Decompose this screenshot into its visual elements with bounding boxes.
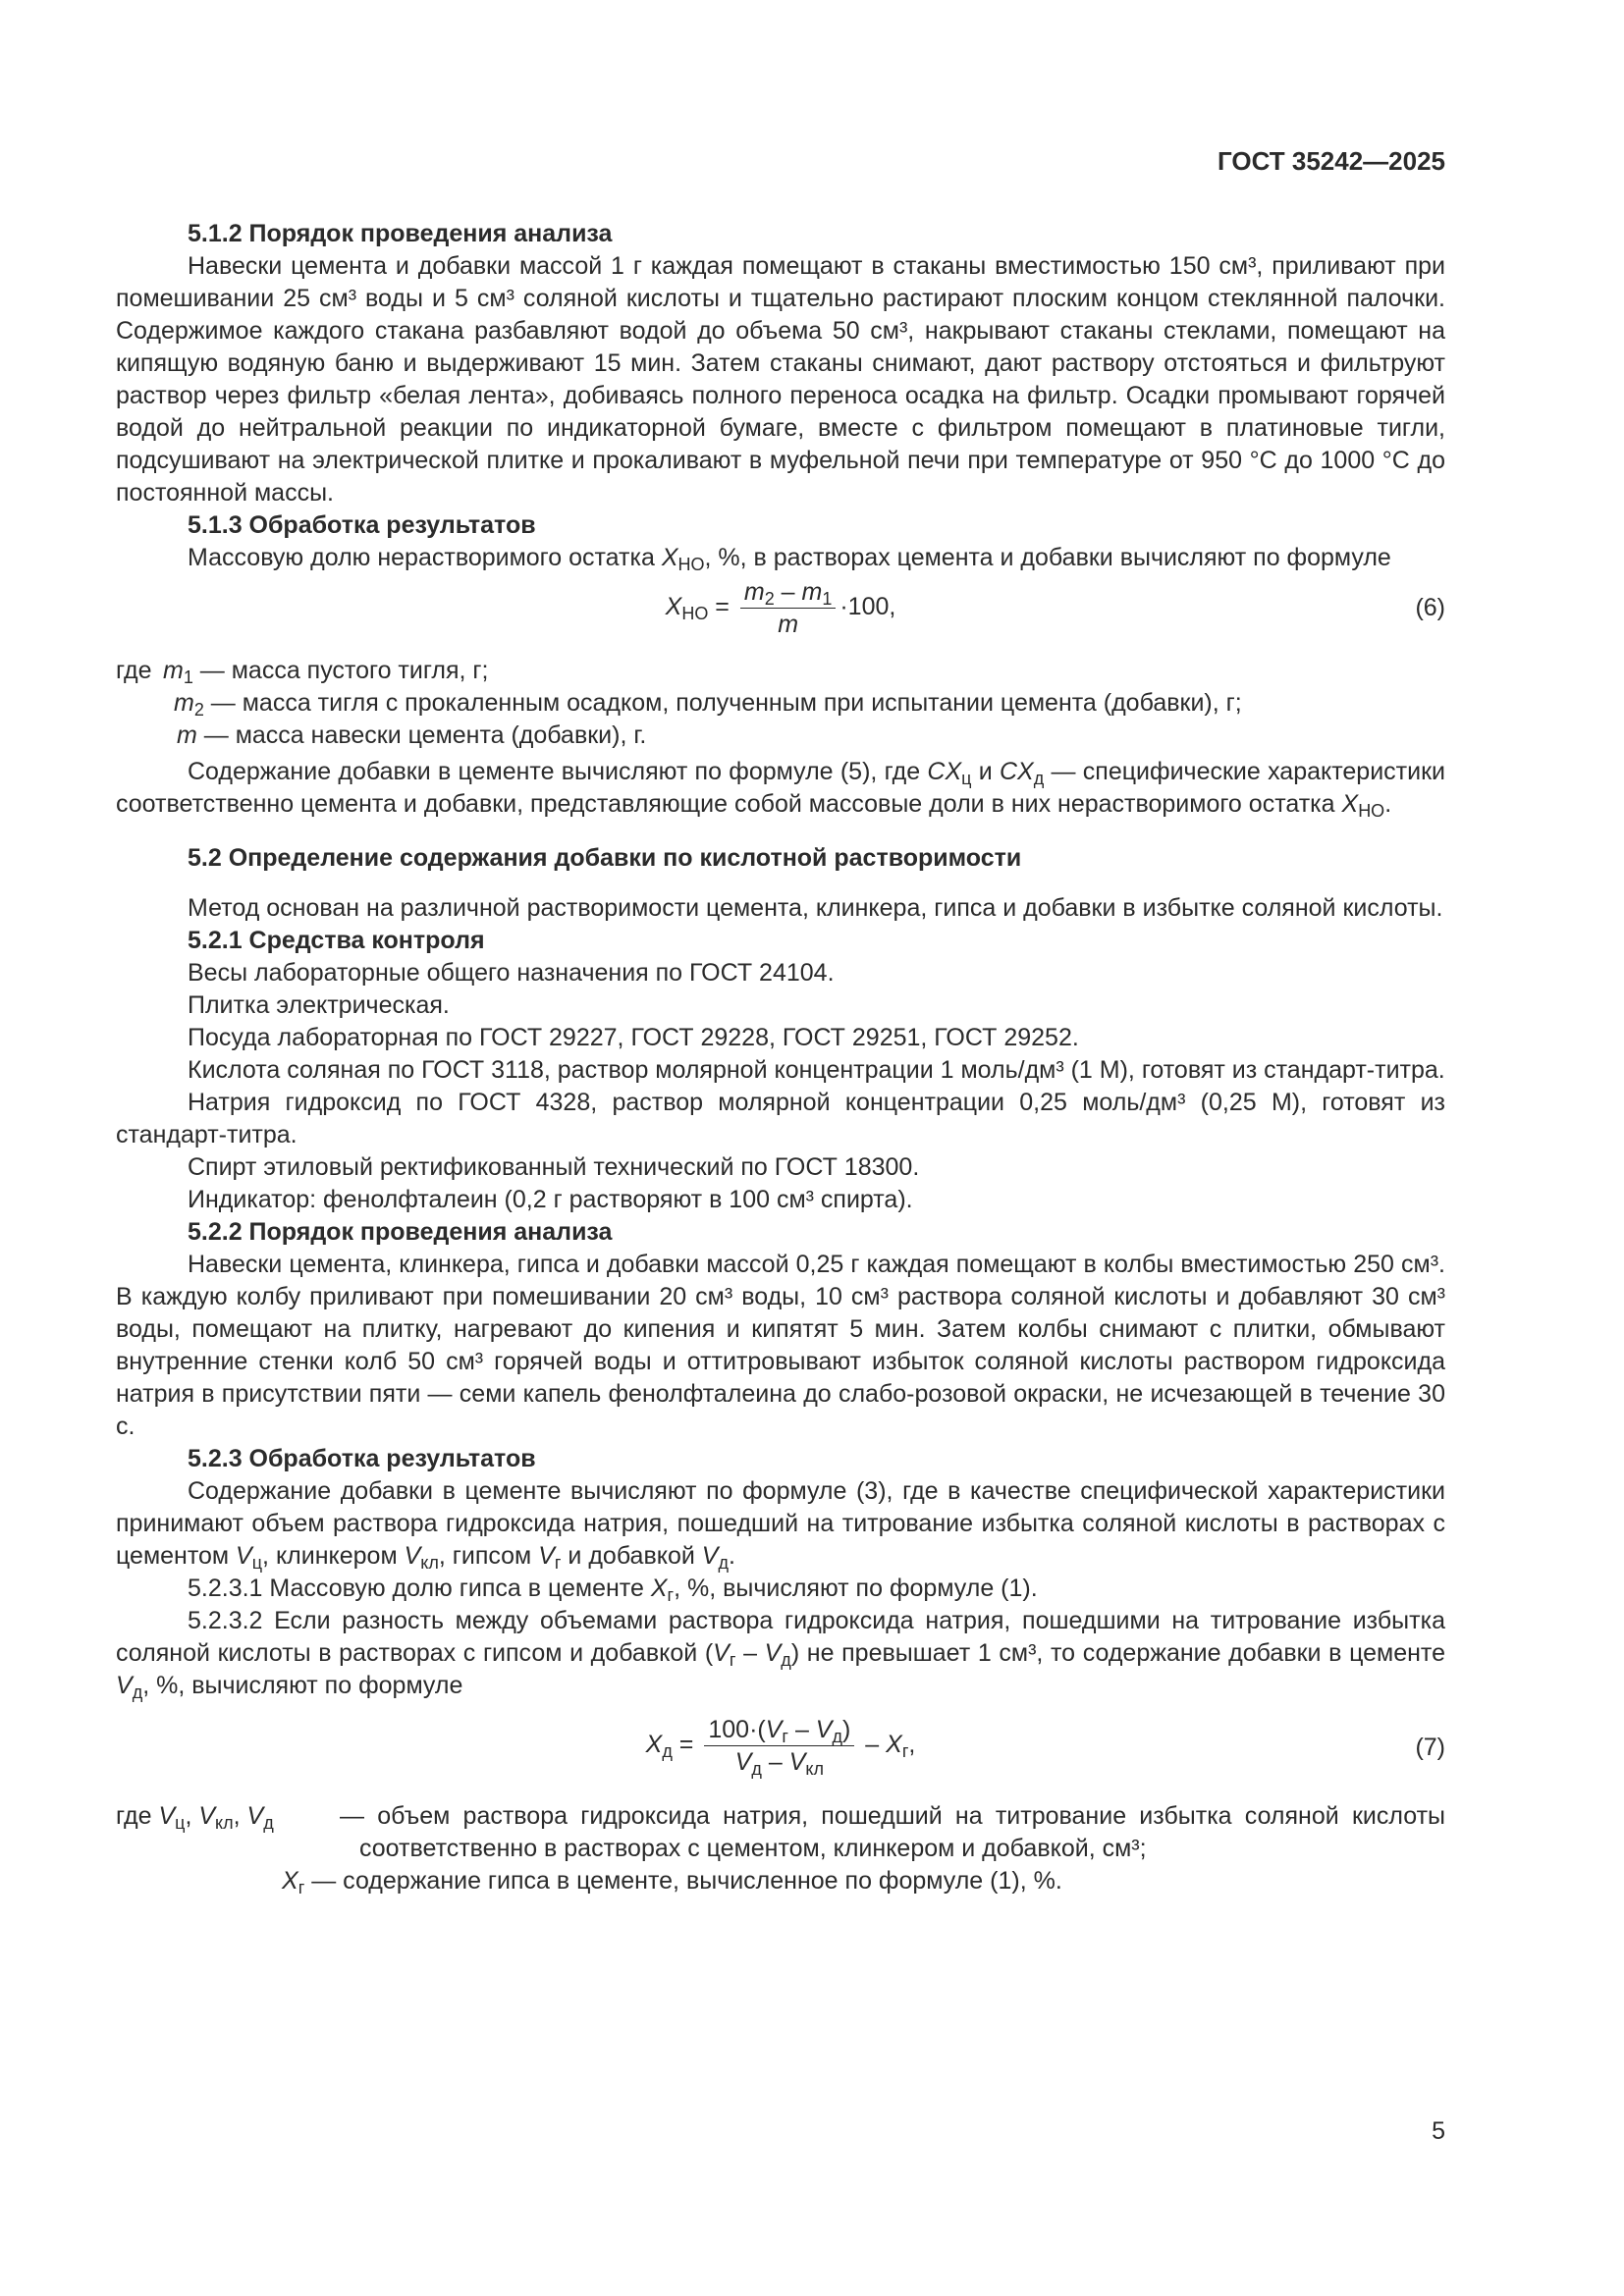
page-number: 5 [1432, 2117, 1445, 2145]
equation-number: (7) [1415, 1734, 1445, 1761]
equation-7 [116, 1714, 1445, 1783]
list-item: Спирт этиловый ректификованный технический по ГОСТ 18300. [188, 1153, 920, 1181]
paragraph: 5.2.3.1 Массовую долю гипса в цементе $X_г$, %, вычисляют по формуле (1). [188, 1575, 1038, 1605]
list-item: Натрия гидроксид по ГОСТ 4328, раствор молярной концентрации 0,25 моль/дм³ (0,25 М), готовят из стандарт-титра. [116, 1089, 1445, 1148]
fraction: $\frac{100\cdot(V_г - V_д)}{V_д - V_{кл}}$ [704, 1714, 854, 1778]
paragraph: Навески цемента, клинкера, гипса и добавки массой 0,25 г каждая помещают в колбы вместимостью 250 см³. В каждую колбу приливают при помешивании 20 см³ воды, 10 см³ раствора соляной кислоты и добавляют 30 см³ воды, помещают на плитку, нагревают до кипения и кипятят 5 мин. Затем колбы снимают с плитки, обмывают внутренние стенки колб 50 см³ горячей воды и оттитровывают избыток соляной кислоты раствором гидроксида натрия в присутствии пяти — семи капель фенолфталеина до слабо-розовой окраски, не исчезающей в течение 30 с. [116, 1251, 1445, 1440]
equation-6 [116, 576, 1445, 641]
paragraph: Навески цемента и добавки массой 1 г каждая помещают в стаканы вместимостью 150 см³, приливают при помешивании 25 см³ воды и 5 см³ соляной кислоты и тщательно растирают плоским концом стеклянной палочки. Содержимое каждого стакана разбавляют водой до объема 50 см³, накрывают стаканы стеклами, помещают на кипящую водяную баню и выдерживают 15 мин. Затем стаканы снимают, дают раствору отстояться и фильтруют раствор через фильтр «белая лента», добиваясь полного переноса осадка на фильтр. Осадки промывают горячей водой до нейтральной реакции по индикаторной бумаге, вместе с фильтром помещают в платиновые тигли, подсушивают на электрической плитке и прокаливают в муфельной печи при температуре от 950 °С до 1000 °С до постоянной массы. [116, 252, 1445, 507]
list-item: Весы лабораторные общего назначения по ГОСТ 24104. [188, 959, 835, 987]
equation-body: $X_{НО}$ = $\frac{m_2 - m_1}{m}$ ·100, [665, 578, 896, 638]
fraction: $\frac{m_2 - m_1}{m}$ [740, 576, 836, 640]
where-block [116, 1800, 1445, 1865]
list-item: Кислота соляная по ГОСТ 3118, раствор молярной концентрации 1 моль/дм³ (1 М), готовят из стандарт-титра. [188, 1056, 1445, 1084]
list-item: Посуда лабораторная по ГОСТ 29227, ГОСТ 29228, ГОСТ 29251, ГОСТ 29252. [188, 1024, 1079, 1051]
paragraph: Массовую долю нерастворимого остатка $X_{НО}$, %, в растворах цемента и добавки вычисляют по формуле [188, 544, 1391, 574]
where-text: — объем раствора гидроксида натрия, пошедший на титрование избытка соляной кислоты соответственно в растворах с цементом, клинкером и добавкой, см³; [340, 1802, 1445, 1862]
where-line: m — масса навески цемента (добавки), г. [177, 721, 647, 749]
where-line: $m_2$ — масса тигля с прокаленным осадком, полученным при испытании цемента (добавки), г; [174, 689, 1242, 720]
paragraph: Содержание добавки в цементе вычисляют по формуле (5), где $CX_ц$ и $CX_д$ — специфические характеристики соответственно цемента и добавки, представляющие собой массовые доли в них нерастворимого остатка $X_{НО}$. [116, 758, 1445, 821]
list-item: Индикатор: фенолфталеин (0,2 г растворяют в 100 см³ спирта). [188, 1186, 913, 1213]
equation-body: $X_д$ = $\frac{100\cdot(V_г - V_д)}{V_д - V_{кл}}$ – $X_г$, [645, 1716, 916, 1779]
equation-number: (6) [1415, 594, 1445, 621]
paragraph: Метод основан на различной растворимости цемента, клинкера, гипса и добавки в избытке соляной кислоты. [188, 894, 1443, 922]
section-heading: 5.2.3 Обработка результатов [188, 1445, 536, 1472]
list-item: Плитка электрическая. [188, 991, 450, 1019]
section-heading: 5.2.1 Средства контроля [188, 927, 485, 954]
where-line: $X_г$ — содержание гипса в цементе, вычисленное по формуле (1), %. [282, 1867, 1062, 1897]
where-vars: где $V_ц$, $V_{кл}$, $V_д$ [116, 1802, 274, 1833]
where-line: где $m_1$ — масса пустого тигля, г; [116, 657, 489, 687]
section-heading: 5.1.2 Порядок проведения анализа [188, 220, 613, 247]
section-heading: 5.2 Определение содержания добавки по кислотной растворимости [188, 844, 1022, 872]
document-header: ГОСТ 35242—2025 [1218, 146, 1445, 176]
paragraph: 5.2.3.2 Если разность между объемами раствора гидроксида натрия, пошедшими на титрование избытка соляной кислоты в растворах с гипсом и добавкой $(V_г - V_д)$ не превышает 1 см³, то содержание добавки в цементе $V_д$, %, вычисляют по формуле [116, 1607, 1445, 1702]
section-heading: 5.1.3 Обработка результатов [188, 511, 536, 539]
paragraph: Содержание добавки в цементе вычисляют по формуле (3), где в качестве специфической характеристики принимают объем раствора гидроксида натрия, пошедший на титрование избытка соляной кислоты в растворах с цементом $V_ц$, клинкером $V_{кл}$, гипсом $V_г$ и добавкой $V_д$. [116, 1477, 1445, 1573]
section-heading: 5.2.2 Порядок проведения анализа [188, 1218, 613, 1246]
section-5-1-2 [116, 218, 1445, 1897]
